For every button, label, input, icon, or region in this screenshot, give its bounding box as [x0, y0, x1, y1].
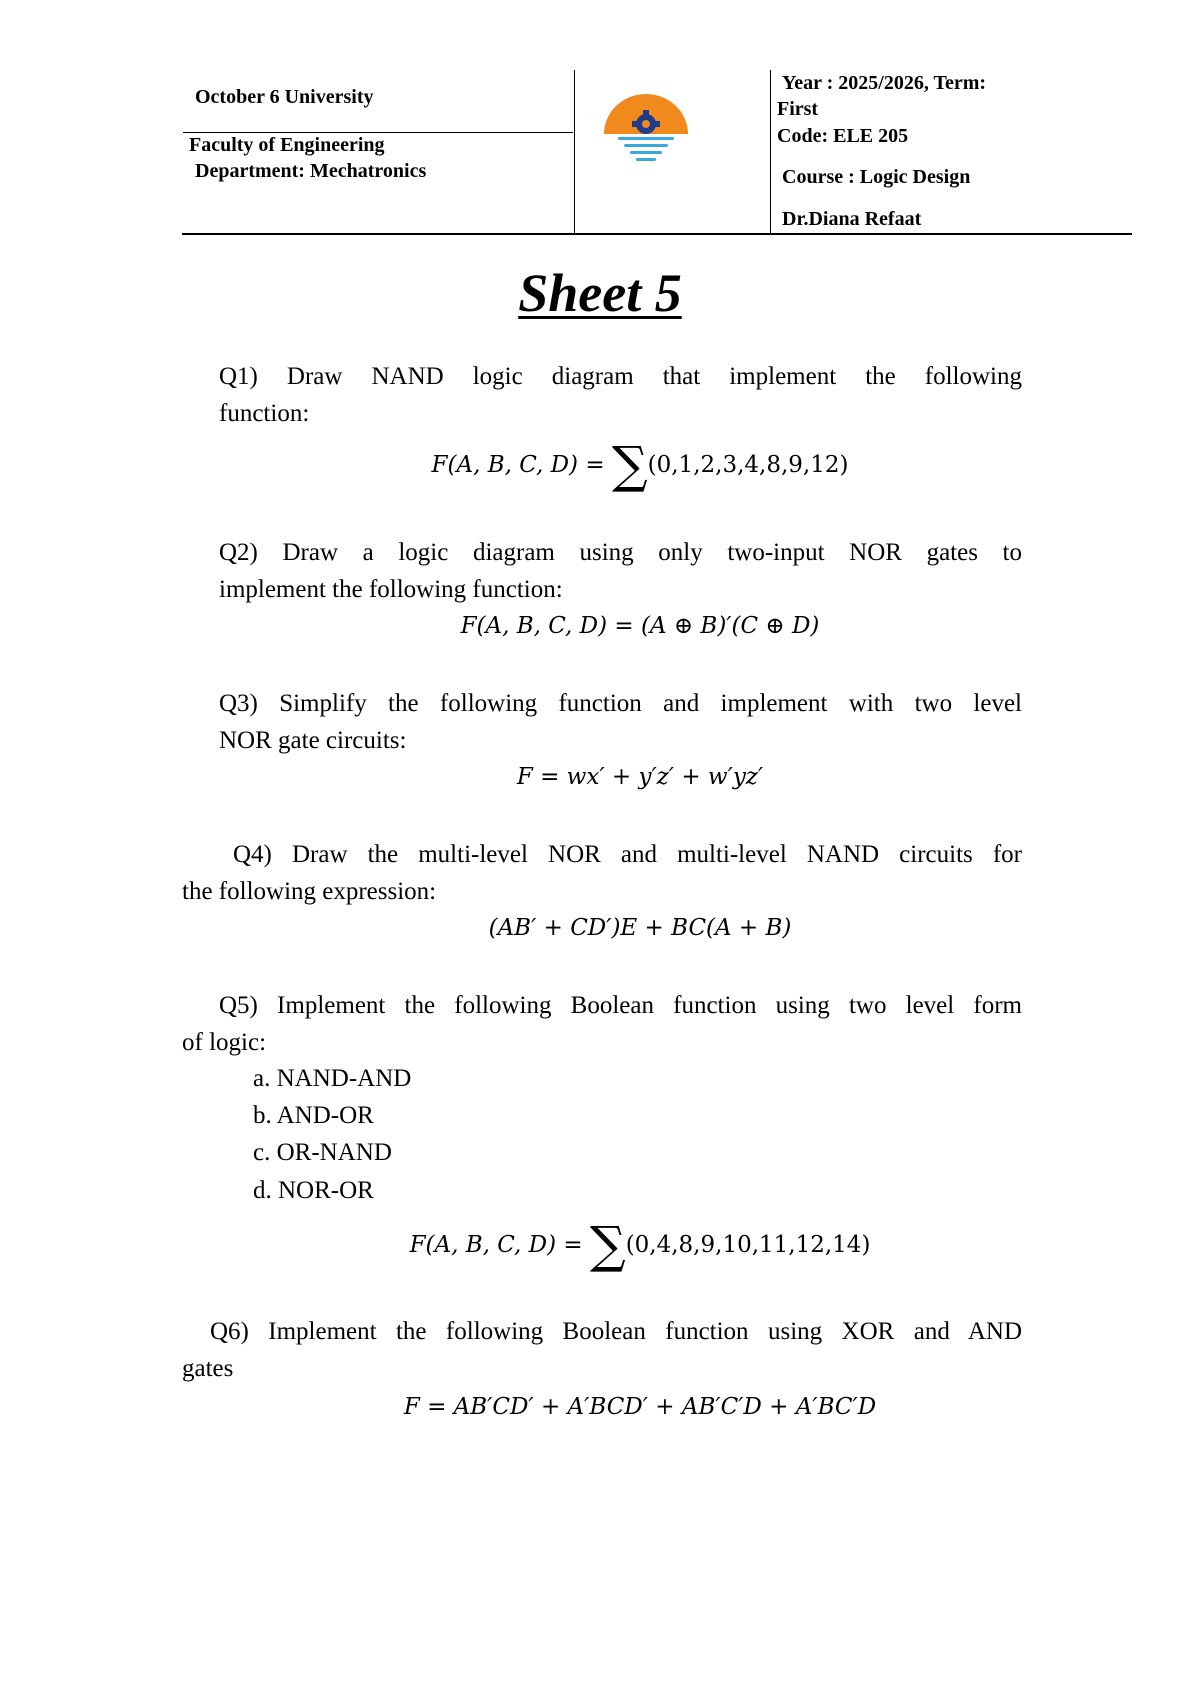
equation: F = wx′ + y′z′ + w′yz′ [516, 764, 764, 790]
option-item: a. NAND-AND [253, 1065, 412, 1092]
equation-minterms: (0,1,2,3,4,8,9,12) [647, 452, 849, 478]
question-text: NOR gate circuits: [219, 727, 407, 754]
instructor-name: Dr.Diana Refaat [782, 208, 922, 230]
header-bottom-rule [182, 233, 1132, 235]
header-divider [183, 132, 573, 133]
question-text: of logic: [182, 1029, 267, 1056]
equation-lhs: F(A, B, C, D) = [409, 1232, 583, 1258]
question-text: implement the following function: [219, 576, 563, 603]
equation [200, 436, 1080, 494]
equation: F = AB′CD′ + A′BCD′ + AB′C′D + A′BC′D [403, 1394, 877, 1420]
summation-symbol: ∑ [589, 1216, 626, 1274]
question-text: Q3) Simplify the following function and implement with two level [219, 690, 1022, 717]
question-text: function: [219, 400, 310, 427]
summation-symbol: ∑ [611, 436, 648, 494]
department-name: Department: Mechatronics [195, 160, 427, 182]
question-text: the following expression: [182, 878, 437, 905]
question-text: Q1) Draw NAND logic diagram that implement the following [219, 363, 1022, 390]
header-divider [770, 70, 771, 234]
question-text: Q2) Draw a logic diagram using only two-input NOR gates to [219, 539, 1022, 566]
question-text: gates [182, 1355, 234, 1382]
option-item: b. AND-OR [253, 1102, 374, 1129]
option-item: d. NOR-OR [253, 1177, 374, 1204]
faculty-name: Faculty of Engineering [189, 134, 385, 156]
academic-term: First [777, 98, 819, 120]
option-item: c. OR-NAND [253, 1139, 392, 1166]
equation-lhs: F(A, B, C, D) = [431, 452, 605, 478]
equation: (AB′ + CD′)E + BC(A + B) [488, 915, 792, 941]
question-text: Q4) Draw the multi-level NOR and multi-level NAND circuits for [233, 841, 1022, 868]
equation: F(A, B, C, D) = (A ⊕ B)′(C ⊕ D) [460, 613, 820, 639]
equation [200, 1216, 1080, 1274]
university-logo [598, 90, 694, 166]
page-title: Sheet 5 [518, 263, 682, 323]
university-name: October 6 University [195, 86, 374, 108]
course-name: Course : Logic Design [782, 166, 971, 188]
question-text: Q6) Implement the following Boolean function using XOR and AND [210, 1318, 1022, 1345]
question-text: Q5) Implement the following Boolean function using two level form [219, 992, 1022, 1019]
course-code: Code: ELE 205 [777, 125, 909, 147]
equation-minterms: (0,4,8,9,10,11,12,14) [625, 1232, 871, 1258]
header-divider [574, 70, 575, 234]
academic-year-term: Year : 2025/2026, Term: [782, 72, 987, 94]
